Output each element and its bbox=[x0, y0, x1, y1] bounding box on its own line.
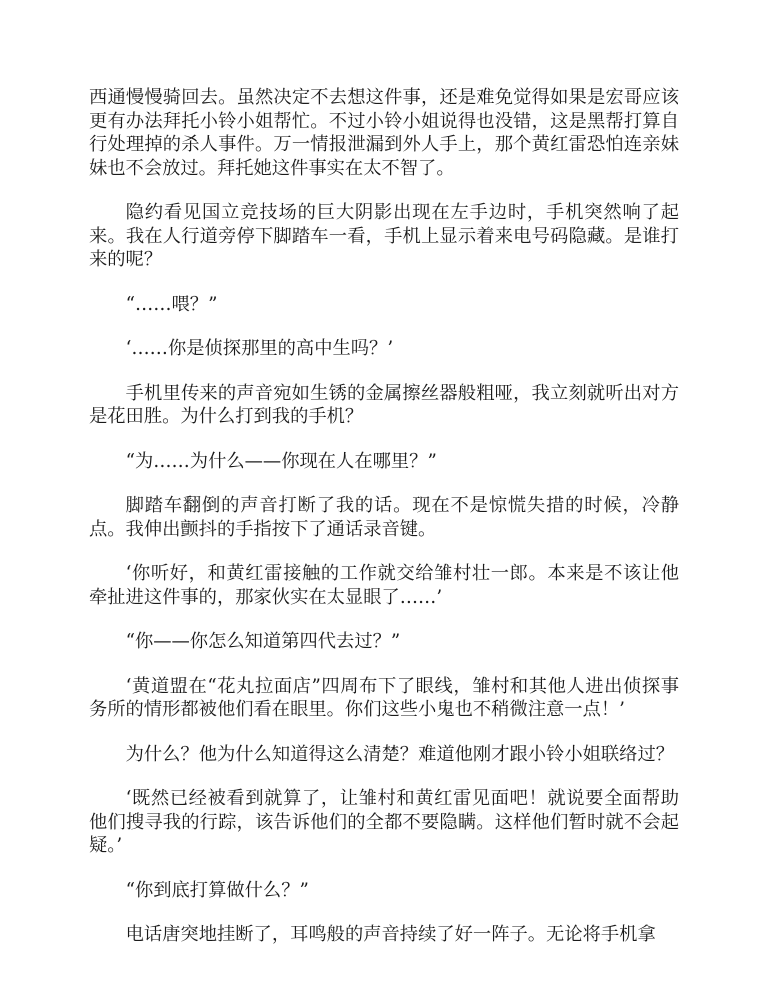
document-page bbox=[89, 86, 679, 968]
paragraph-6: “为……为什么——你现在人在哪里？” bbox=[125, 450, 437, 472]
paragraph-8: ‘你听好，和黄红雷接触的工作就交给雏村壮一郎。本来是不该让他牵扯进这件事的，那家伙实在太显眼了……’ bbox=[89, 563, 679, 608]
paragraph-12: ‘既然已经被看到就算了，让雏村和黄红雷见面吧！就说要全面帮助他们搜寻我的行踪，该告诉他们的全都不要隐瞒。这样他们暂时就不会起疑。’ bbox=[89, 788, 679, 856]
paragraph-13: “你到底打算做什么？” bbox=[125, 879, 309, 901]
paragraph-9: “你——你怎么知道第四代去过？” bbox=[125, 631, 401, 652]
paragraph-3: “……喂？” bbox=[125, 293, 218, 315]
paragraph-1: 西通慢慢骑回去。虽然决定不去想这件事，还是难免觉得如果是宏哥应该更有办法拜托小铃小姐帮忙。不过小铃小姐说得也没错，这是黑帮打算自行处理掉的杀人事件。万一情报泄漏到外人手上，那个黄红雷恐怕连亲妹妹也不会放过。拜托她这件事实在太不智了。 bbox=[89, 87, 679, 179]
paragraph-10: ‘黄道盟在“花丸拉面店”四周布下了眼线，雏村和其他人进出侦探事务所的情形都被他们看在眼里。你们这些小鬼也不稍微注意一点！’ bbox=[89, 675, 679, 720]
paragraph-7: 脚踏车翻倒的声音打断了我的话。现在不是惊慌失措的时候，冷静点。我伸出颤抖的手指按下了通话录音键。 bbox=[89, 495, 679, 540]
paragraph-4: ‘……你是侦探那里的高中生吗？’ bbox=[125, 338, 394, 359]
paragraph-5: 手机里传来的声音宛如生锈的金属擦丝器般粗哑，我立刻就听出对方是花田胜。为什么打到我的手机？ bbox=[89, 382, 679, 427]
paragraph-14: 电话唐突地挂断了，耳鸣般的声音持续了好一阵子。无论将手机拿 bbox=[125, 924, 656, 945]
paragraph-2: 隐约看见国立竞技场的巨大阴影出现在左手边时，手机突然响了起来。我在人行道旁停下脚踏车一看，手机上显示着来电号码隐藏。是谁打来的呢？ bbox=[89, 202, 679, 270]
paragraph-11: 为什么？他为什么知道得这么清楚？难道他刚才跟小铃小姐联络过？ bbox=[125, 743, 675, 765]
